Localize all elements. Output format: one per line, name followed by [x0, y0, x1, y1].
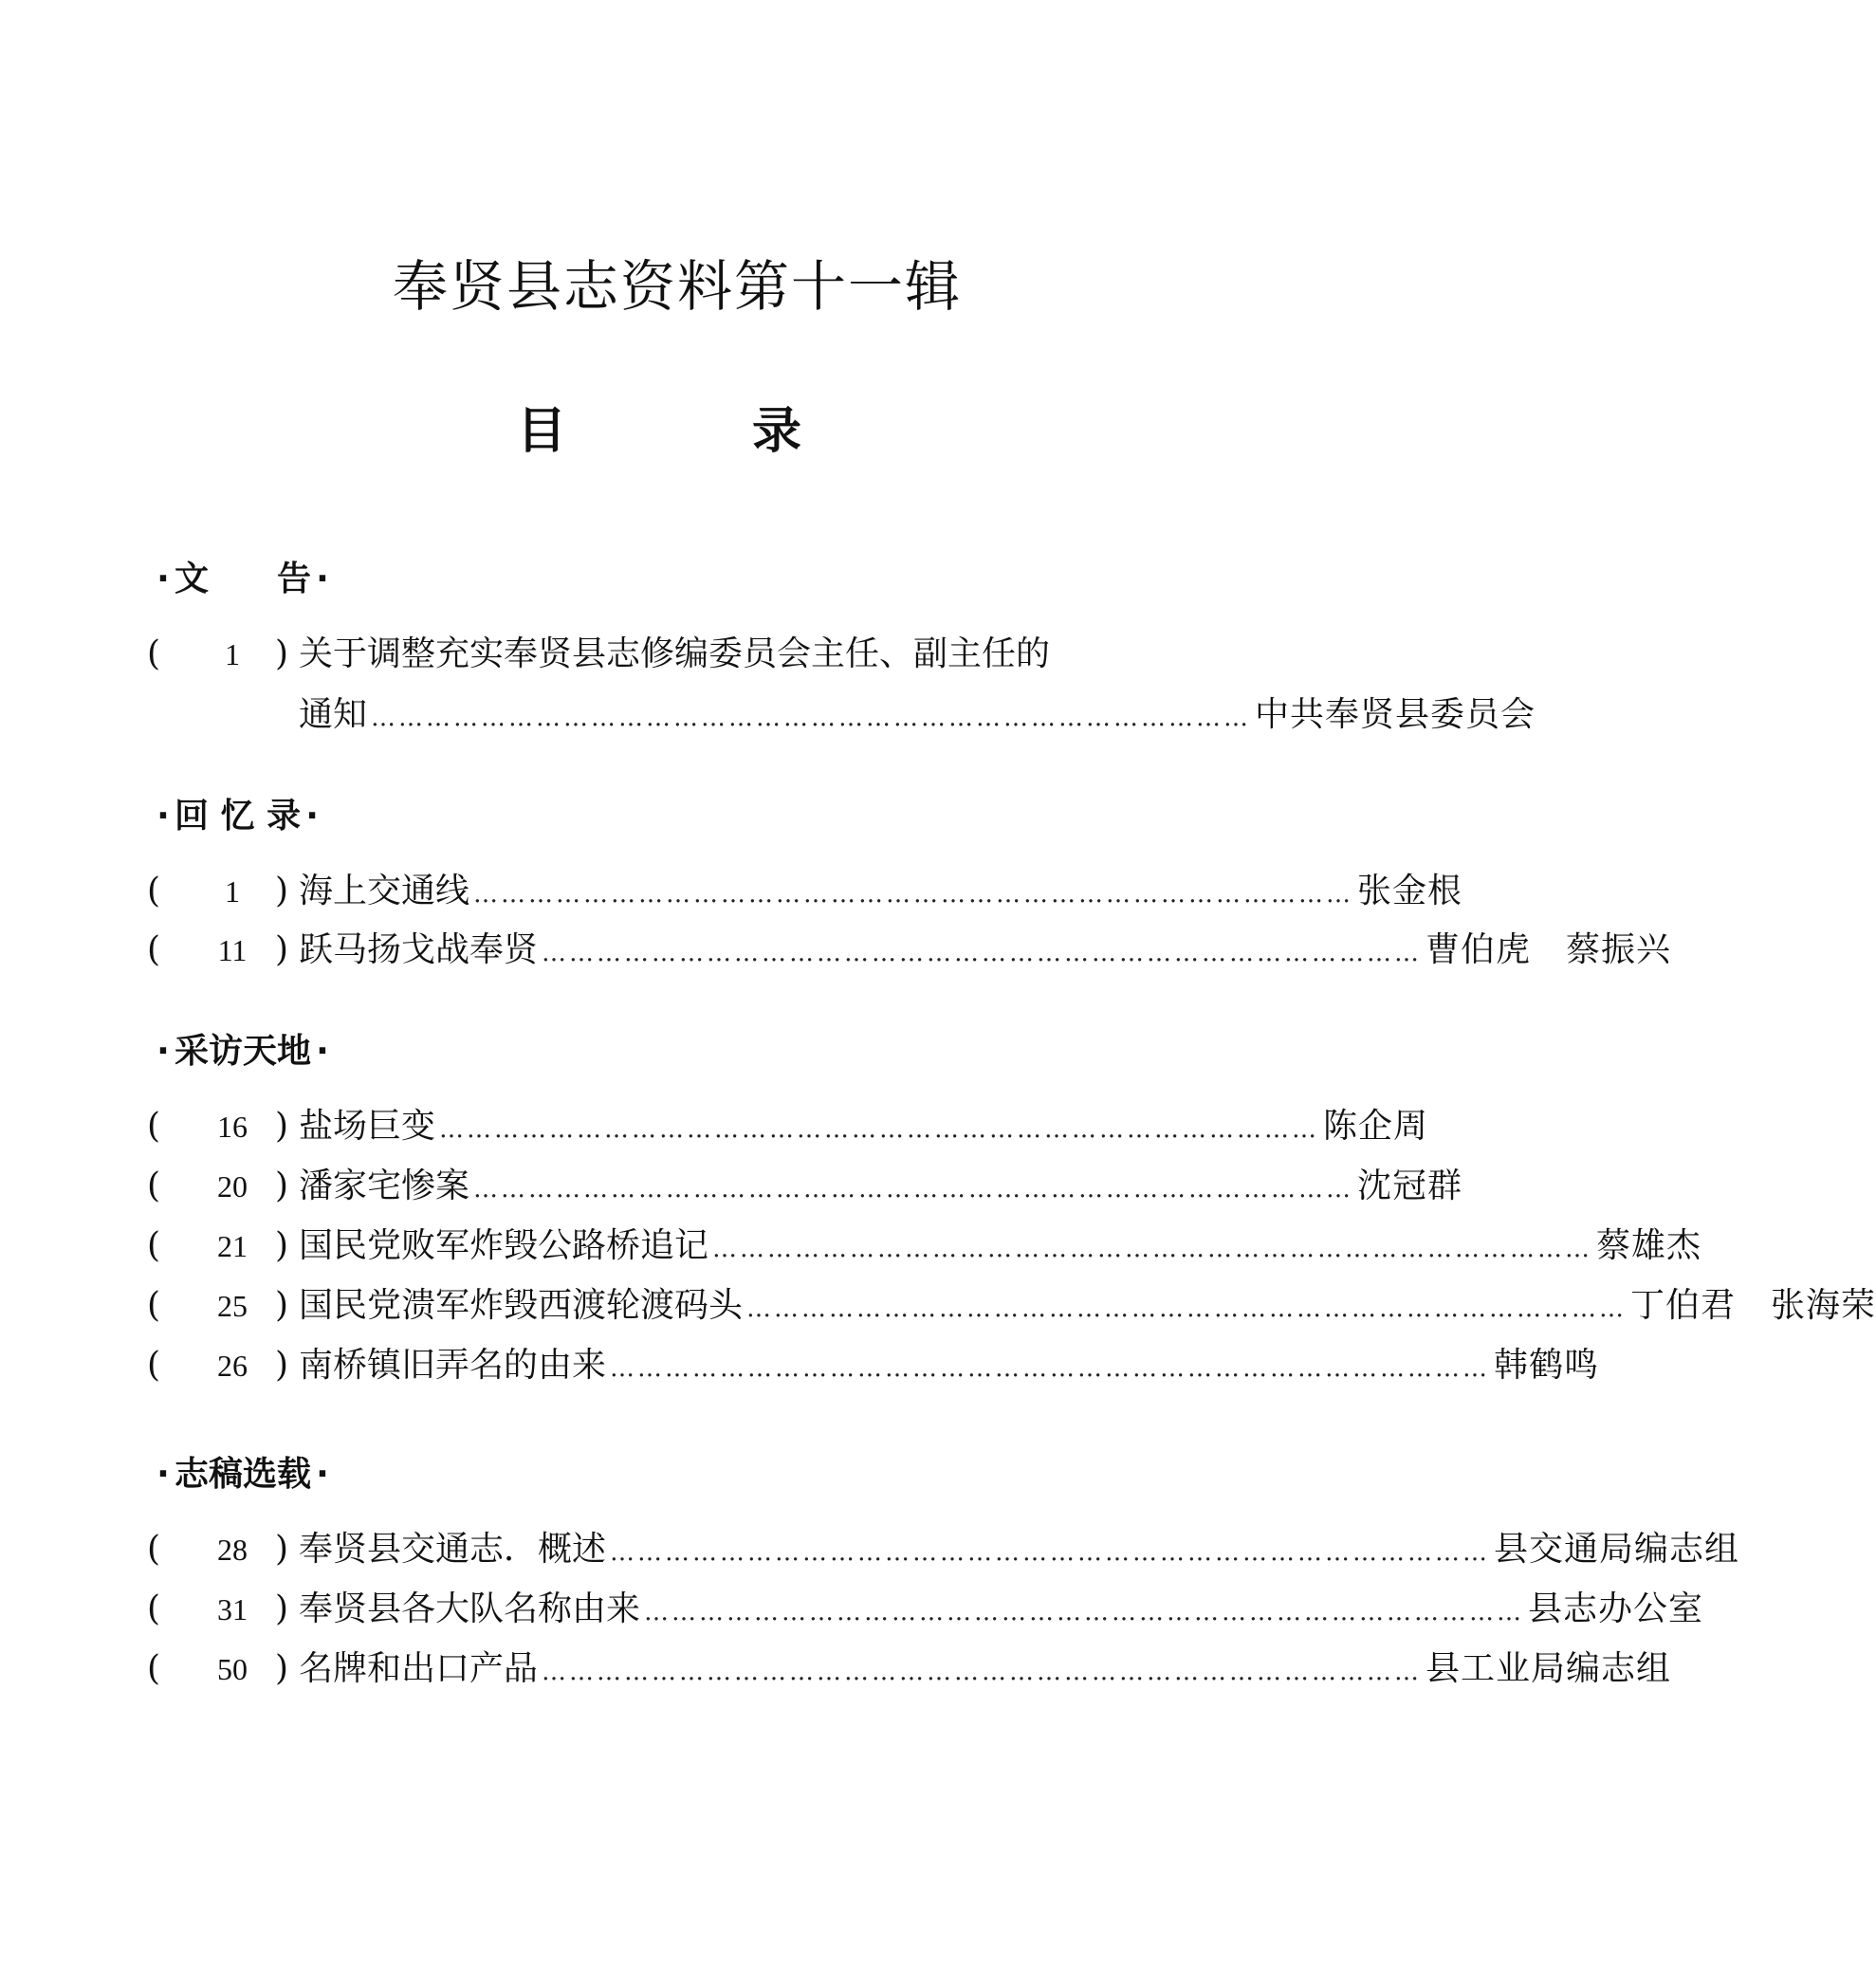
paren-open: (: [147, 1167, 161, 1205]
paren-close: ): [275, 1286, 289, 1325]
toc-entry-continuation: [147, 692, 1536, 738]
entry-page-number: 50: [217, 1652, 248, 1686]
toc-heading-char-1: 目: [517, 403, 567, 460]
toc-entry: [147, 1164, 1463, 1209]
dot-leader: ……………………………………………………………………………………: [439, 1115, 1320, 1144]
paren-open: (: [147, 872, 161, 910]
entry-page-number: 1: [225, 637, 240, 671]
entry-author: 中共奉贤县委员会: [1255, 695, 1536, 734]
paren-open: (: [147, 1649, 161, 1688]
paren-open: (: [147, 1530, 161, 1569]
paren-close: ): [275, 1107, 289, 1146]
document-title: 奉贤县志资料第十一辑: [392, 254, 962, 319]
dot-leader: ……………………………………………………………………………………: [542, 939, 1423, 967]
toc-entry: [147, 632, 1176, 677]
paren-open: (: [147, 1226, 161, 1265]
entry-title: 潘家宅惨案: [299, 1167, 470, 1205]
dot-leader: ……………………………………………………………………………………: [473, 1175, 1354, 1203]
paren-close: ): [275, 1530, 289, 1569]
entry-page-number: 20: [217, 1169, 248, 1203]
entry-title: 南桥镇旧弄名的由来: [299, 1346, 607, 1385]
entry-title-line-1: 关于调整充实奉贤县志修编委员会主任、副主任的: [299, 634, 1051, 673]
entry-title: 通知: [299, 695, 368, 734]
entry-title: 海上交通线: [299, 872, 470, 910]
paren-close: ): [275, 1226, 289, 1265]
entry-title: 盐场巨变: [299, 1107, 436, 1146]
bullet-dot: ·: [156, 797, 170, 836]
entry-title: 奉贤县交通志．概述: [299, 1530, 607, 1569]
dot-leader: ……………………………………………………………………………………: [746, 1295, 1628, 1323]
bullet-dot: ·: [156, 1032, 170, 1071]
entry-author: 县志办公室: [1528, 1589, 1704, 1628]
entry-page-number: 1: [225, 874, 240, 909]
bullet-dot: ·: [316, 1032, 329, 1071]
entry-author: 曹伯虎 蔡振兴: [1425, 930, 1672, 969]
paren-close: ): [275, 634, 289, 673]
entry-page-number: 28: [217, 1533, 248, 1567]
entry-title: 跃马扬戈战奉贤: [299, 930, 539, 969]
entry-page-number: 31: [217, 1592, 248, 1626]
toc-entry: [147, 1223, 1702, 1269]
paren-close: ): [275, 1589, 289, 1628]
toc-heading: [517, 391, 801, 460]
section-label: 志稿选载: [175, 1455, 312, 1494]
paren-open: (: [147, 930, 161, 969]
entry-page-number: 11: [217, 933, 248, 967]
toc-entry: [147, 1646, 1672, 1692]
entry-author: 张金根: [1357, 872, 1463, 910]
paren-close: ): [275, 1649, 289, 1688]
entry-author: 陈企周: [1323, 1107, 1429, 1146]
paren-open: (: [147, 1107, 161, 1146]
dot-leader: ……………………………………………………………………………………: [712, 1235, 1593, 1263]
bullet-dot: ·: [316, 1455, 329, 1494]
section-label: 回 忆 录: [175, 797, 302, 836]
dot-leader: ……………………………………………………………………………………: [610, 1538, 1491, 1567]
toc-entry: [147, 1283, 1876, 1329]
bullet-dot: ·: [156, 560, 170, 598]
toc-entry: [147, 869, 1463, 914]
paren-open: (: [147, 1286, 161, 1325]
dot-leader: ……………………………………………………………………………………: [644, 1598, 1525, 1626]
dot-leader: ……………………………………………………………………………………: [473, 880, 1354, 909]
paren-close: ): [275, 872, 289, 910]
entry-title: 国民党溃军炸毁西渡轮渡码头: [299, 1286, 744, 1325]
bullet-dot: ·: [305, 797, 319, 836]
entry-author: 县交通局编志组: [1494, 1530, 1740, 1569]
toc-entry: [147, 928, 1672, 973]
entry-author: 沈冠群: [1357, 1167, 1463, 1205]
section-heading-memoirs: [152, 789, 323, 837]
paren-open: (: [147, 1346, 161, 1385]
section-label: 文 告: [175, 560, 312, 598]
paren-close: ): [275, 930, 289, 969]
paren-close: ): [275, 1167, 289, 1205]
entry-author: 县工业局编志组: [1425, 1649, 1672, 1688]
paren-open: (: [147, 1589, 161, 1628]
paren-close: ): [275, 1346, 289, 1385]
toc-heading-char-2: 录: [751, 403, 801, 460]
toc-entry: [147, 1527, 1740, 1572]
toc-entry: [147, 1104, 1429, 1149]
dot-leader: ……………………………………………………………………………………: [542, 1658, 1423, 1686]
entry-title: 名牌和出口产品: [299, 1649, 539, 1688]
entry-author: 韩鹤鸣: [1494, 1346, 1600, 1385]
toc-entry: [147, 1587, 1704, 1632]
section-label: 采访天地: [175, 1032, 312, 1071]
section-heading-excerpts: [152, 1447, 334, 1496]
bullet-dot: ·: [316, 560, 329, 598]
entry-page-number: 21: [217, 1229, 248, 1263]
toc-entry: [147, 1343, 1600, 1388]
entry-title: 奉贤县各大队名称由来: [299, 1589, 641, 1628]
dot-leader: ……………………………………………………………………………………: [371, 704, 1252, 732]
bullet-dot: ·: [156, 1455, 170, 1494]
section-heading-notices: [152, 552, 334, 600]
entry-page-number: 16: [217, 1110, 248, 1144]
entry-page-number: 25: [217, 1289, 248, 1323]
entry-author: 蔡雄杰: [1596, 1226, 1702, 1265]
dot-leader: ……………………………………………………………………………………: [610, 1354, 1491, 1383]
paren-open: (: [147, 634, 161, 673]
entry-page-number: 26: [217, 1349, 248, 1383]
section-heading-interviews: [152, 1024, 334, 1073]
entry-author: 丁伯君 张海荣: [1630, 1286, 1876, 1325]
entry-title: 国民党败军炸毁公路桥追记: [299, 1226, 709, 1265]
